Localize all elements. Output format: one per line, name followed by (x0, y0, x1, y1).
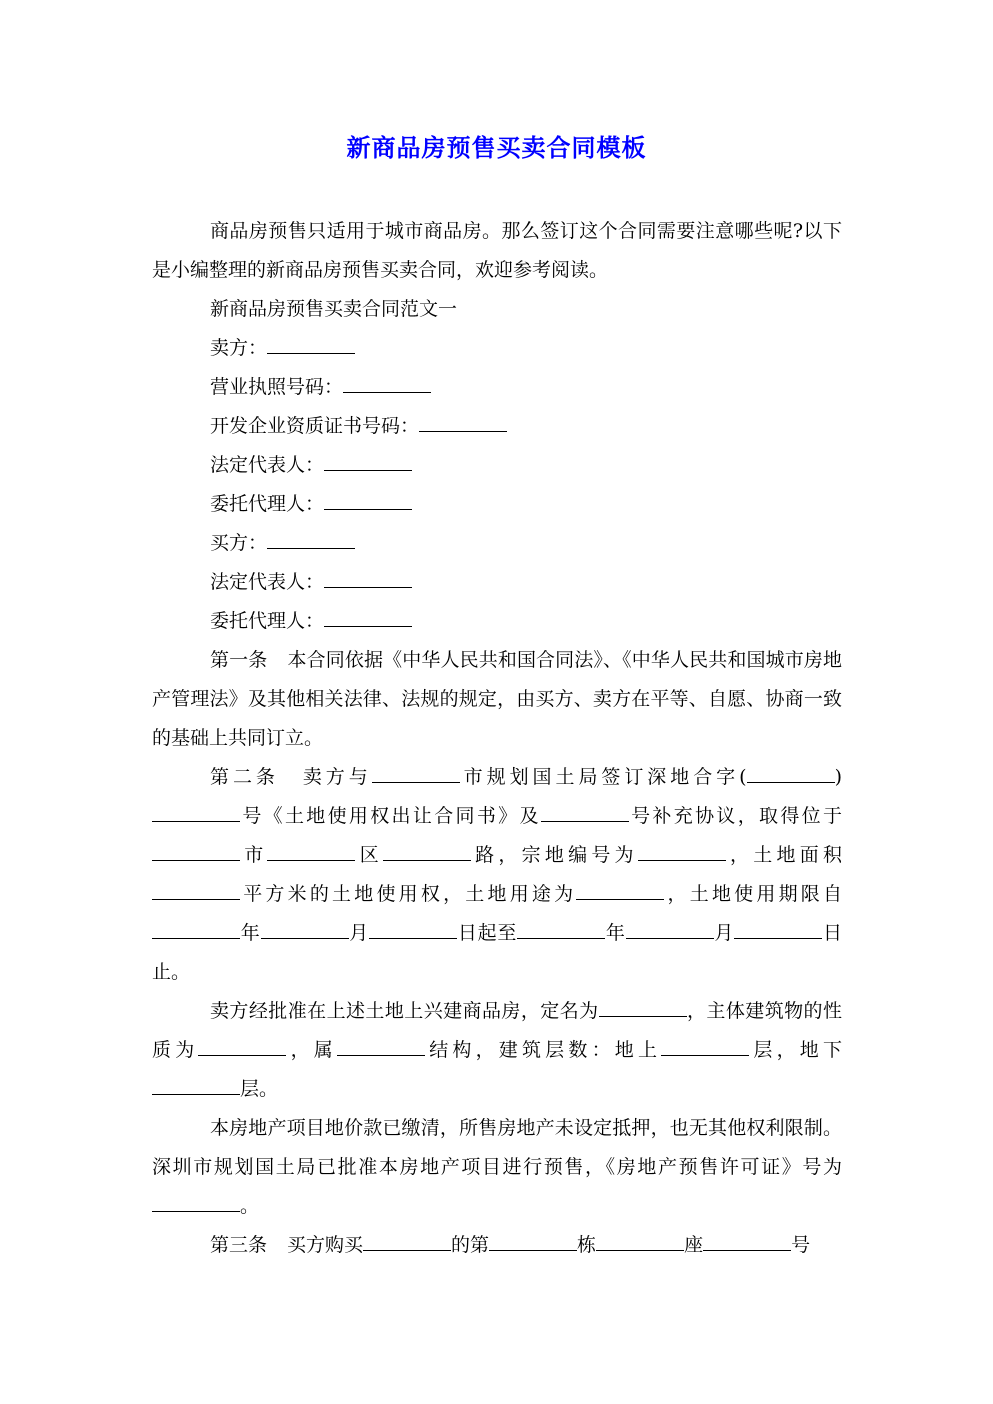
field-label: 开发企业资质证书号码： (210, 415, 420, 437)
blank-line (383, 836, 471, 861)
blank-line (337, 1031, 425, 1056)
article-2 (152, 758, 842, 992)
paragraph-text: ，属 (286, 1039, 337, 1061)
blank-line (267, 836, 355, 861)
article-text: 栋 (577, 1234, 597, 1256)
blank-line (152, 914, 240, 939)
field-license (152, 368, 842, 407)
field-label: 卖方： (210, 337, 268, 359)
document-body (152, 212, 842, 1265)
article-text: 日止。 (152, 922, 842, 983)
blank-line (661, 1031, 749, 1056)
article-text: 市 (240, 844, 268, 866)
document-title: 新商品房预售买卖合同模板 (346, 133, 647, 162)
article-text: 年 (605, 922, 626, 944)
article-text: 月 (348, 922, 370, 944)
article-text: 路，宗地编号为 (470, 844, 638, 866)
blank-line (419, 407, 507, 432)
article-text: ，土地使用期限自 (664, 883, 842, 905)
article-text: 卖方与 (298, 766, 372, 788)
paragraph-land (152, 1109, 842, 1226)
field-seller-rep (152, 446, 842, 485)
blank-line (261, 914, 349, 939)
field-qualification (152, 407, 842, 446)
blank-line (343, 368, 431, 393)
blank-line (747, 758, 835, 783)
field-seller (152, 329, 842, 368)
blank-line (267, 524, 355, 549)
blank-line (152, 836, 240, 861)
blank-line (703, 1226, 791, 1251)
paragraph-text: 本房地产项目地价款已缴清，所售房地产未设定抵押，也无其他权利限制。深圳市规划国土局已批准本房地产项目进行预售，《房地产预售许可证》号为 (152, 1117, 842, 1178)
article-text: 座 (684, 1234, 704, 1256)
article-text: 的第 (451, 1234, 490, 1256)
field-buyer (152, 524, 842, 563)
article-text: ，土地面积 (725, 844, 842, 866)
blank-line (372, 758, 460, 783)
blank-line (324, 446, 412, 471)
article-label: 第二条 (210, 766, 279, 788)
field-label: 法定代表人： (210, 571, 325, 593)
blank-line (596, 1226, 684, 1251)
intro-paragraph: 商品房预售只适用于城市商品房。那么签订这个合同需要注意哪些呢?以下是小编整理的新商品房预售买卖合同，欢迎参考阅读。 (152, 220, 842, 281)
article-text: 号补充协议，取得位于 (628, 805, 842, 827)
paragraph-text: 卖方经批准在上述土地上兴建商品房，定名为 (210, 1000, 599, 1022)
paragraph-text: 结构，建筑层数：地上 (425, 1039, 662, 1061)
paragraph-text: 层。 (240, 1078, 279, 1100)
blank-line (198, 1031, 286, 1056)
article-1 (152, 641, 842, 758)
blank-line (489, 1226, 577, 1251)
article-text: 平方米的土地使用权，土地用途为 (240, 883, 577, 905)
blank-line (152, 1070, 240, 1095)
blank-line (517, 914, 605, 939)
blank-line (599, 992, 687, 1017)
blank-line (324, 485, 412, 510)
field-label: 委托代理人： (210, 610, 325, 632)
field-label: 营业执照号码： (210, 376, 344, 398)
field-label: 买方： (210, 532, 268, 554)
blank-line (541, 797, 629, 822)
blank-line (369, 914, 457, 939)
section-heading: 新商品房预售买卖合同范文一 (210, 298, 458, 320)
paragraph-text: ，主体建筑物的性质为 (152, 1000, 842, 1061)
article-text: 买方购买 (287, 1234, 364, 1256)
article-text: 号《土地使用权出让合同书》及 (240, 805, 541, 827)
blank-line (576, 875, 664, 900)
blank-line (626, 914, 714, 939)
article-text: 区 (355, 844, 383, 866)
field-buyer-agent (152, 602, 842, 641)
field-buyer-rep (152, 563, 842, 602)
article-text: 号 (791, 1234, 811, 1256)
article-text: ) (834, 766, 842, 788)
article-text: 本合同依据《中华人民共和国合同法》、《中华人民共和国城市房地产管理法》及其他相关法律、法规的规定，由买方、卖方在平等、自愿、协商一致的基础上共同订立。 (152, 649, 842, 749)
blank-line (363, 1226, 451, 1251)
blank-line (152, 797, 240, 822)
paragraph-text: 层，地下 (749, 1039, 842, 1061)
article-text: 市规划国土局签订深地合字( (459, 766, 747, 788)
blank-line (267, 329, 355, 354)
blank-line (152, 1187, 240, 1212)
paragraph-building (152, 992, 842, 1109)
article-text: 年 (240, 922, 261, 944)
blank-line (638, 836, 726, 861)
field-label: 委托代理人： (210, 493, 325, 515)
field-seller-agent (152, 485, 842, 524)
blank-line (324, 563, 412, 588)
field-label: 法定代表人： (210, 454, 325, 476)
paragraph-text: 。 (240, 1195, 260, 1217)
article-text: 日起至 (457, 922, 518, 944)
article-text: 月 (713, 922, 735, 944)
blank-line (324, 602, 412, 627)
blank-line (734, 914, 822, 939)
article-label: 第三条 (210, 1234, 268, 1256)
article-label: 第一条 (210, 649, 268, 671)
blank-line (152, 875, 240, 900)
article-3 (152, 1226, 842, 1265)
